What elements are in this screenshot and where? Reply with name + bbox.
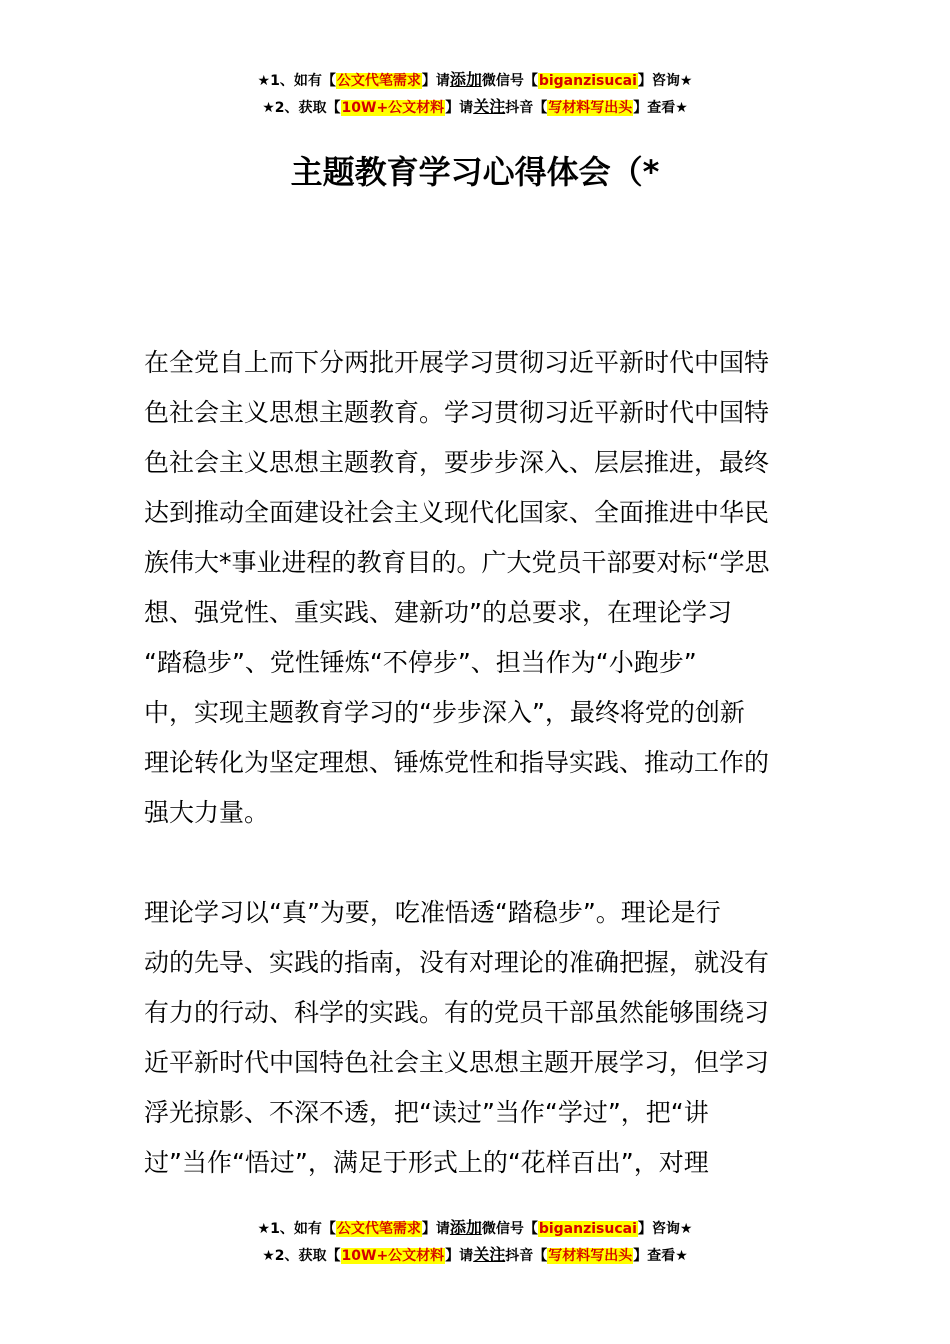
highlight-materials: 10W+公文材料: [341, 100, 445, 116]
text-line: 浮光掠影、不深不透，把“读过”当作“学过”，把“讲: [144, 1098, 709, 1127]
paragraph-1: [144, 338, 808, 838]
banner-line-2: ★2、获取【10W+公文材料】请关注抖音【写材料写出头】查看★: [262, 97, 688, 116]
banner-line-2: ★2、获取【10W+公文材料】请关注抖音【写材料写出头】查看★: [262, 1245, 688, 1264]
highlight-materials: 10W+公文材料: [341, 1248, 445, 1264]
highlight-wechat-id: biganzisucai: [538, 73, 637, 89]
highlight-service: 公文代笔需求: [336, 73, 421, 89]
document-title: 主题教育学习心得体会（*: [290, 153, 660, 191]
text-line: “踏稳步”、党性锤炼“不停步”、担当作为“小跑步”: [144, 648, 697, 677]
text-line: 想、强党性、重实践、建新功”的总要求，在理论学习: [144, 598, 732, 627]
banner-line-1: ★1、如有【公文代笔需求】请添加微信号【biganzisucai】咨询★: [257, 70, 693, 89]
text-line: 近平新时代中国特色社会主义思想主题开展学习，但学习: [144, 1048, 770, 1077]
text-line: 色社会主义思想主题教育，要步步深入、层层推进，最终: [144, 448, 770, 477]
header-banner: [0, 67, 950, 121]
highlight-service: 公文代笔需求: [336, 1221, 421, 1237]
highlight-wechat-id: biganzisucai: [538, 1221, 637, 1237]
text-line: 有力的行动、科学的实践。有的党员干部虽然能够围绕习: [144, 998, 770, 1027]
text-line: 族伟大*事业进程的教育目的。广大党员干部要对标“学思: [144, 548, 770, 577]
highlight-douyin-account: 写材料写出头: [548, 100, 633, 116]
text-line: 强大力量。: [144, 798, 270, 827]
text-line: 理论学习以“真”为要，吃准悟透“踏稳步”。理论是行: [144, 898, 721, 927]
text-line: 中，实现主题教育学习的“步步深入”，最终将党的创新: [144, 698, 745, 727]
banner-line-1: ★1、如有【公文代笔需求】请添加微信号【biganzisucai】咨询★: [257, 1218, 693, 1237]
paragraph-2: [144, 888, 808, 1188]
text-line: 动的先导、实践的指南，没有对理论的准确把握，就没有: [144, 948, 770, 977]
text-line: 色社会主义思想主题教育。学习贯彻习近平新时代中国特: [144, 398, 770, 427]
highlight-douyin-account: 写材料写出头: [548, 1248, 633, 1264]
text-line: 达到推动全面建设社会主义现代化国家、全面推进中华民: [144, 498, 770, 527]
text-line: 理论转化为坚定理想、锤炼党性和指导实践、推动工作的: [144, 748, 770, 777]
text-line: 在全党自上而下分两批开展学习贯彻习近平新时代中国特: [144, 348, 770, 377]
footer-banner: [0, 1215, 950, 1269]
text-line: 过”当作“悟过”，满足于形式上的“花样百出”，对理: [144, 1148, 709, 1177]
